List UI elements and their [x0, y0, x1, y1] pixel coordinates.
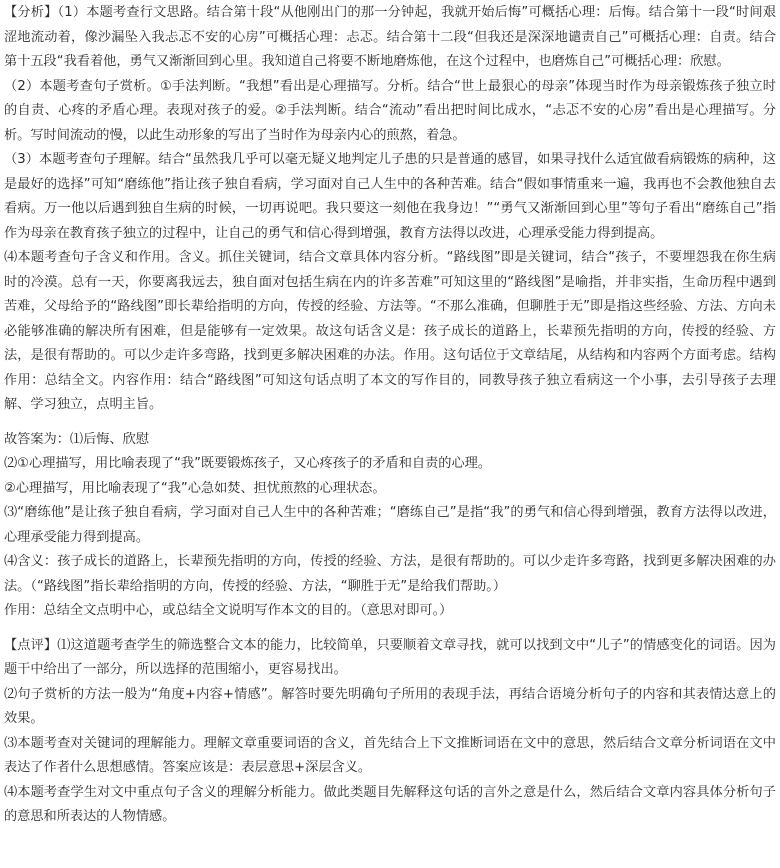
answer-line-6: 作用：总结全文点明中心，或总结全文说明写作本文的目的。（意思对即可。） [4, 603, 453, 618]
comment-part-4: ⑷本题考查学生对文中重点句子含义的理解分析能力。做此类题目先解释这句话的言外之意是什么，然后结合文章内容具体分析句子的意思和所表达的人物情感。 [4, 784, 776, 824]
answer-line-4: ⑶“磨练他”是让孩子独自看病，学习面对自己人生中的各种苦难；“磨练自己”是指“我”的勇气和信心得到增强，教育方法得以改进，心理承受能力得到提高。 [4, 505, 776, 545]
answer-line-5: ⑷含义：孩子成长的道路上，长辈预先指明的方向，传授的经验、方法，是很有帮助的。可以少走许多弯路，找到更多解决困难的办法。（“路线图”指长辈给指明的方向，传授的经验、方法，“聊胜于无”是给我们帮助。） [4, 554, 776, 594]
analysis-part-1: 【分析】（1）本题考查行文思路。结合第十段“从他刚出门的那一分钟起，我就开始后悔”可概括心理：后悔。结合第十一段“时间艰涩地流动着，像沙漏坠入我忐忑不安的心房”可概括心理：忐忑。结合第十二段“但我还是深深地谴责自己”可概括心理：自责。结合第十五段“我看着他，勇气又渐渐回到心里。我知道自己将要不断地磨炼他，在这个过程中，也磨炼自己”可概括心理：欣慰。 [4, 5, 776, 69]
answer-line-2: ⑵①心理描写，用比喻表现了“我”既要锻炼孩子，又心疼孩子的矛盾和自责的心理。 [4, 456, 492, 471]
answer-line-3: ②心理描写，用比喻表现了“我”心急如焚、担忧煎熬的心理状态。 [4, 480, 386, 496]
comment-part-3: ⑶本题考查对关键词的理解能力。理解文章重要词语的含义，首先结合上下文推断词语在文中的意思，然后结合文章分析词语在文中表达了作者什么思想感情。答案应该是：表层意思+深层含义。 [4, 735, 776, 775]
analysis-section [4, 0, 776, 418]
answer-line-1: 故答案为：⑴后悔、欣慰 [4, 431, 150, 447]
comment-part-1: 【点评】⑴这道题考查学生的筛选整合文本的能力，比较简单，只要顺着文章寻找，就可以找到文中“儿子”的情感变化的词语。因为题干中给出了一部分，所以选择的范围缩小，更容易找出。 [4, 637, 776, 677]
analysis-part-3: （3）本题考查句子理解。结合“虽然我几乎可以毫无疑义地判定儿子患的只是普通的感冒，如果寻找什么适宜做看病锻炼的病种，这是最好的选择”可知“磨练他”指让孩子独自看病，学习面对自己人生中的各种苦难。结合“假如事情重来一遍，我再也不会教他独自去看病。万一他以后遇到独自生病的时候，一切再说吧。我只要这一刻他在我身边！”“勇气又渐渐回到心里”等句子看出“磨练自己”指作为母亲在教育孩子独立的过程中，让自己的勇气和信心得到增强，教育方法得以改进，心理承受能力得到提高。 [4, 152, 776, 241]
analysis-part-2: （2）本题考查句子赏析。①手法判断。“我想”看出是心理描写。分析。结合“世上最狠心的母亲”体现当时作为母亲锻炼孩子独立时的自责、心疼的矛盾心理。表现对孩子的爱。②手法判断。结合“流动”看出把时间比成水，“忐忑不安的心房”看出是心理描写。分析。写时间流动的慢，以此生动形象的写出了当时作为母亲内心的煎熬，着急。 [4, 78, 776, 143]
answer-section [4, 428, 776, 624]
comment-section [4, 634, 776, 830]
analysis-part-4: ⑷本题考查句子含义和作用。含义。抓住关键词，结合文章具体内容分析。“路线图”即是关键词，结合“孩子，不要埋怨我在你生病时的冷漠。总有一天，你要离我远去，独自面对包括生病在内的许多苦难”可知这里的“路线图”是喻指，并非实指，生命历程中遇到苦难，父母给予的“路线图”即长辈给指明的方向，传授的经验、方法等。“不那么准确，但聊胜于无”即是指这些经验、方法、方向未必能够准确的解决所有困难，但是能够有一定效果。故这句话含义是：孩子成长的道路上，长辈预先指明的方向，传授的经验、方法，是很有帮助的。可以少走许多弯路，找到更多解决困难的办法。作用。这句话位于文章结尾，从结构和内容两个方面考虑。结构作用：总结全文。内容作用：结合“路线图”可知这句话点明了本文的写作目的，同教导孩子独立看病这一个小事，去引导孩子去理解、学习独立，点明主旨。 [4, 250, 776, 412]
comment-part-2: ⑵句子赏析的方法一般为“角度+内容+情感”。解答时要先明确句子所用的表现手法，再结合语境分析句子的内容和其表情达意上的效果。 [4, 686, 776, 726]
